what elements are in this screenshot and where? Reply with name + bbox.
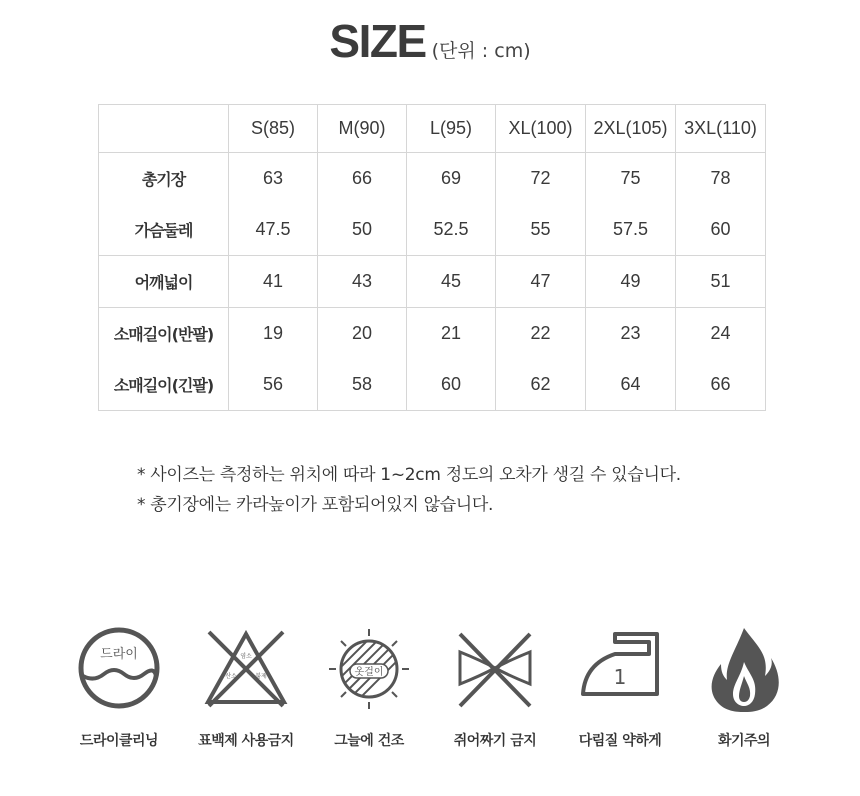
dry-clean-icon-text: 드라이 [100, 647, 138, 662]
size-notes [137, 460, 681, 520]
table-cell: 66 50 [318, 153, 407, 256]
row-label: 소매길이(긴팔) [113, 376, 214, 395]
table-cell: 51 [676, 256, 766, 308]
care-label: 쥐어짜기 금지 [453, 733, 537, 749]
care-label: 화기주의 [717, 733, 771, 749]
table-cell: 23 64 [586, 308, 676, 411]
care-item-no-bleach [181, 624, 311, 750]
care-item-no-wring [430, 624, 560, 750]
table-row-group [99, 256, 766, 308]
column-header: S(85) [229, 105, 318, 153]
row-label: 어깨넓이 [134, 273, 193, 292]
column-header: L(95) [407, 105, 496, 153]
row-label: 가슴둘레 [134, 221, 193, 240]
table-cell: 41 [229, 256, 318, 308]
column-header: M(90) [318, 105, 407, 153]
table-cell: 20 58 [318, 308, 407, 411]
column-header: XL(100) [496, 105, 586, 153]
svg-text:1: 1 [613, 665, 627, 689]
table-cell: 43 [318, 256, 407, 308]
care-item-shade-dry [304, 624, 434, 750]
row-label: 총기장 [141, 170, 186, 189]
dry-clean-icon [74, 624, 164, 714]
table-cell: 69 52.5 [407, 153, 496, 256]
fire-caution-icon [699, 624, 789, 714]
header-row [99, 105, 766, 153]
table-cell: 21 60 [407, 308, 496, 411]
note-line: * 총기장에는 카라높이가 포함되어있지 않습니다. [137, 495, 494, 515]
table-row-group [99, 153, 766, 256]
svg-text:산소: 산소 [225, 673, 237, 680]
care-item-iron-low [555, 624, 685, 750]
page-title [0, 14, 860, 68]
care-label: 드라이클리닝 [79, 733, 159, 749]
care-label: 표백제 사용금지 [198, 733, 294, 749]
table-cell: 49 [586, 256, 676, 308]
row-label-cell [99, 256, 229, 308]
table-cell: 19 56 [229, 308, 318, 411]
table-cell: 63 47.5 [229, 153, 318, 256]
table-cell: 22 62 [496, 308, 586, 411]
care-label: 그늘에 건조 [334, 733, 404, 749]
table-cell: 72 55 [496, 153, 586, 256]
size-table [98, 104, 766, 411]
table-cell: 75 57.5 [586, 153, 676, 256]
svg-text:불제: 불제 [255, 673, 267, 680]
size-heading: SIZE [329, 15, 426, 67]
column-header: 2XL(105) [586, 105, 676, 153]
table-cell: 47 [496, 256, 586, 308]
row-label-cell [99, 153, 229, 256]
shade-dry-icon [324, 624, 414, 714]
unit-label: (단위 : cm) [431, 40, 531, 62]
iron-low-icon [575, 624, 665, 714]
table-row-group [99, 308, 766, 411]
column-header: 3XL(110) [676, 105, 766, 153]
care-label: 다림질 약하게 [578, 733, 662, 749]
no-bleach-icon [201, 624, 291, 714]
table-cell: 78 60 [676, 153, 766, 256]
no-wring-icon [450, 624, 540, 714]
table-cell: 45 [407, 256, 496, 308]
corner-cell [99, 105, 229, 153]
table-cell: 24 66 [676, 308, 766, 411]
care-item-dry-clean [54, 624, 184, 750]
care-item-fire-caution [679, 624, 809, 750]
svg-text:염소: 염소 [240, 653, 252, 660]
row-label-cell [99, 308, 229, 411]
row-label: 소매길이(반팔) [113, 325, 214, 344]
svg-text:옷걸이: 옷걸이 [354, 667, 384, 678]
note-line: * 사이즈는 측정하는 위치에 따라 1~2cm 정도의 오차가 생길 수 있습니다. [137, 465, 681, 485]
